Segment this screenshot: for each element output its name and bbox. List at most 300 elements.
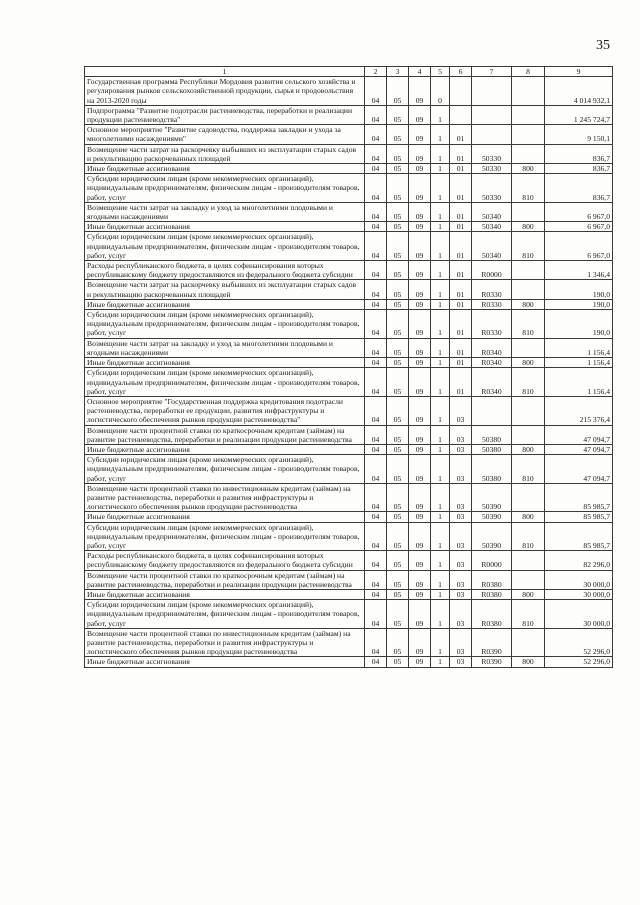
code-cell-c5: 1 bbox=[431, 589, 450, 599]
code-cell-c5: 1 bbox=[431, 512, 450, 522]
table-row bbox=[85, 338, 613, 357]
table-row bbox=[85, 105, 613, 124]
code-cell-c7: R0380 bbox=[472, 570, 512, 589]
code-cell-c4: 09 bbox=[409, 512, 431, 522]
code-cell-c5: 1 bbox=[431, 551, 450, 570]
row-name-cell: Иные бюджетные ассигнования bbox=[85, 512, 365, 522]
code-cell-c5: 1 bbox=[431, 232, 450, 261]
row-name-cell: Расходы республиканского бюджета, в целях софинансирования которых республиканскому бюджету предоставляются из федерального бюджета субсидии bbox=[85, 551, 365, 570]
amount-cell: 6 967,0 bbox=[545, 232, 613, 261]
row-name-cell: Субсидии юридическим лицам (кроме некоммерческих организаций), индивидуальным предпринимателям, физическим лицам - производителям товаров, работ, услуг bbox=[85, 522, 365, 551]
code-cell-c4: 09 bbox=[409, 164, 431, 174]
code-cell-c8: 800 bbox=[512, 512, 545, 522]
code-cell-c4: 09 bbox=[409, 368, 431, 397]
row-name-cell: Субсидии юридическим лицам (кроме некоммерческих организаций), индивидуальным предпринимателям, физическим лицам - производителям товаров, работ, услуг bbox=[85, 368, 365, 397]
code-cell-c4: 09 bbox=[409, 444, 431, 454]
code-cell-c7: 50390 bbox=[472, 483, 512, 512]
code-cell-c7 bbox=[472, 125, 512, 144]
row-name-cell: Государственная программа Республики Мордовия развития сельского хозяйства и регулирования рынков сельскохозяйственной продукции, сырья и продовольствия на 2013-2020 годы bbox=[85, 77, 365, 106]
code-cell-c8 bbox=[512, 105, 545, 124]
code-cell-c7: R0390 bbox=[472, 628, 512, 657]
amount-cell: 52 296,0 bbox=[545, 628, 613, 657]
code-cell-c6: 01 bbox=[450, 310, 472, 339]
code-cell-c2: 04 bbox=[365, 512, 387, 522]
table-row bbox=[85, 512, 613, 522]
code-cell-c3: 05 bbox=[387, 483, 409, 512]
code-cell-c3: 05 bbox=[387, 125, 409, 144]
code-cell-c5: 1 bbox=[431, 174, 450, 203]
amount-cell: 836,7 bbox=[545, 144, 613, 163]
code-cell-c6: 01 bbox=[450, 222, 472, 232]
table-row bbox=[85, 444, 613, 454]
code-cell-c6: 01 bbox=[450, 299, 472, 309]
code-cell-c5: 1 bbox=[431, 570, 450, 589]
header-cell: 5 bbox=[431, 67, 450, 77]
table-header-row bbox=[85, 67, 613, 77]
code-cell-c4: 09 bbox=[409, 657, 431, 667]
row-name-cell: Возмещение части затрат на закладку и уход за многолетними плодовыми и ягодными насаждениями bbox=[85, 202, 365, 221]
code-cell-c7: R0380 bbox=[472, 589, 512, 599]
code-cell-c7: 50340 bbox=[472, 222, 512, 232]
code-cell-c4: 09 bbox=[409, 628, 431, 657]
code-cell-c2: 04 bbox=[365, 125, 387, 144]
amount-cell: 190,0 bbox=[545, 280, 613, 299]
code-cell-c5: 1 bbox=[431, 396, 450, 425]
code-cell-c7: R0330 bbox=[472, 280, 512, 299]
code-cell-c6: 03 bbox=[450, 425, 472, 444]
code-cell-c4: 09 bbox=[409, 125, 431, 144]
amount-cell: 30 000,0 bbox=[545, 570, 613, 589]
code-cell-c3: 05 bbox=[387, 425, 409, 444]
amount-cell: 52 296,0 bbox=[545, 657, 613, 667]
code-cell-c7: R0390 bbox=[472, 657, 512, 667]
code-cell-c2: 04 bbox=[365, 280, 387, 299]
code-cell-c8: 810 bbox=[512, 174, 545, 203]
amount-cell: 47 094,7 bbox=[545, 455, 613, 484]
code-cell-c2: 04 bbox=[365, 105, 387, 124]
code-cell-c2: 04 bbox=[365, 358, 387, 368]
code-cell-c3: 05 bbox=[387, 522, 409, 551]
code-cell-c8 bbox=[512, 125, 545, 144]
amount-cell: 215 376,4 bbox=[545, 396, 613, 425]
amount-cell: 30 000,0 bbox=[545, 600, 613, 629]
table-row bbox=[85, 222, 613, 232]
header-cell: 9 bbox=[545, 67, 613, 77]
code-cell-c6: 01 bbox=[450, 280, 472, 299]
code-cell-c2: 04 bbox=[365, 338, 387, 357]
code-cell-c8: 800 bbox=[512, 358, 545, 368]
row-name-cell: Возмещение части затрат на раскорчевку выбывших из эксплуатации старых садов и рекультивацию раскорчеванных площадей bbox=[85, 280, 365, 299]
code-cell-c6: 01 bbox=[450, 261, 472, 280]
row-name-cell: Основное мероприятие "Развитие садоводства, поддержка закладки и ухода за многолетними насаждениями" bbox=[85, 125, 365, 144]
code-cell-c7: R0340 bbox=[472, 358, 512, 368]
code-cell-c8 bbox=[512, 280, 545, 299]
row-name-cell: Возмещение части процентной ставки по краткосрочным кредитам (займам) на развитие растениеводства, переработки и реализации продукции растениеводства bbox=[85, 425, 365, 444]
code-cell-c5: 1 bbox=[431, 483, 450, 512]
code-cell-c8: 800 bbox=[512, 164, 545, 174]
table-row bbox=[85, 164, 613, 174]
code-cell-c6: 01 bbox=[450, 358, 472, 368]
code-cell-c2: 04 bbox=[365, 600, 387, 629]
code-cell-c8: 810 bbox=[512, 522, 545, 551]
code-cell-c4: 09 bbox=[409, 299, 431, 309]
code-cell-c6: 01 bbox=[450, 232, 472, 261]
code-cell-c4: 09 bbox=[409, 144, 431, 163]
code-cell-c7: 50340 bbox=[472, 202, 512, 221]
amount-cell: 1 245 724,7 bbox=[545, 105, 613, 124]
code-cell-c3: 05 bbox=[387, 589, 409, 599]
code-cell-c8: 800 bbox=[512, 444, 545, 454]
code-cell-c8 bbox=[512, 551, 545, 570]
code-cell-c7: 50380 bbox=[472, 455, 512, 484]
amount-cell: 82 296,0 bbox=[545, 551, 613, 570]
code-cell-c7: R0000 bbox=[472, 551, 512, 570]
table-row bbox=[85, 483, 613, 512]
code-cell-c4: 09 bbox=[409, 310, 431, 339]
table-row bbox=[85, 551, 613, 570]
code-cell-c8: 810 bbox=[512, 455, 545, 484]
code-cell-c3: 05 bbox=[387, 358, 409, 368]
code-cell-c6: 01 bbox=[450, 368, 472, 397]
code-cell-c3: 05 bbox=[387, 299, 409, 309]
code-cell-c4: 09 bbox=[409, 222, 431, 232]
code-cell-c5: 1 bbox=[431, 368, 450, 397]
code-cell-c6: 01 bbox=[450, 174, 472, 203]
code-cell-c3: 05 bbox=[387, 657, 409, 667]
code-cell-c8 bbox=[512, 425, 545, 444]
code-cell-c4: 09 bbox=[409, 425, 431, 444]
table-row bbox=[85, 628, 613, 657]
row-name-cell: Субсидии юридическим лицам (кроме некоммерческих организаций), индивидуальным предпринимателям, физическим лицам - производителям товаров, работ, услуг bbox=[85, 232, 365, 261]
code-cell-c3: 05 bbox=[387, 164, 409, 174]
code-cell-c3: 05 bbox=[387, 202, 409, 221]
code-cell-c5: 1 bbox=[431, 105, 450, 124]
amount-cell: 85 985,7 bbox=[545, 483, 613, 512]
code-cell-c5: 1 bbox=[431, 600, 450, 629]
code-cell-c2: 04 bbox=[365, 522, 387, 551]
code-cell-c2: 04 bbox=[365, 589, 387, 599]
row-name-cell: Возмещение части затрат на раскорчевку выбывших из эксплуатации старых садов и рекультивацию раскорчеванных площадей bbox=[85, 144, 365, 163]
amount-cell: 190,0 bbox=[545, 310, 613, 339]
code-cell-c8 bbox=[512, 628, 545, 657]
code-cell-c8: 800 bbox=[512, 589, 545, 599]
table-row bbox=[85, 144, 613, 163]
code-cell-c3: 05 bbox=[387, 77, 409, 106]
amount-cell: 6 967,0 bbox=[545, 222, 613, 232]
budget-table bbox=[84, 66, 613, 668]
header-cell: 3 bbox=[387, 67, 409, 77]
code-cell-c8: 810 bbox=[512, 232, 545, 261]
header-cell: 1 bbox=[85, 67, 365, 77]
code-cell-c6: 03 bbox=[450, 570, 472, 589]
code-cell-c8 bbox=[512, 338, 545, 357]
header-cell: 6 bbox=[450, 67, 472, 77]
row-name-cell: Основное мероприятие "Государственная поддержка кредитования подотрасли растениеводства, переработки ее продукции, развития инфраструктуры и логистического обеспечения рынков продукции растениеводства" bbox=[85, 396, 365, 425]
code-cell-c3: 05 bbox=[387, 455, 409, 484]
row-name-cell: Подпрограмма "Развитие подотрасли растениеводства, переработки и реализации продукции растениеводства" bbox=[85, 105, 365, 124]
table-row bbox=[85, 425, 613, 444]
code-cell-c6: 01 bbox=[450, 164, 472, 174]
row-name-cell: Иные бюджетные ассигнования bbox=[85, 657, 365, 667]
code-cell-c8 bbox=[512, 202, 545, 221]
code-cell-c8 bbox=[512, 77, 545, 106]
code-cell-c2: 04 bbox=[365, 299, 387, 309]
amount-cell: 1 156,4 bbox=[545, 368, 613, 397]
row-name-cell: Иные бюджетные ассигнования bbox=[85, 358, 365, 368]
code-cell-c4: 09 bbox=[409, 589, 431, 599]
row-name-cell: Расходы республиканского бюджета, в целях софинансирования которых республиканскому бюджету предоставляются из федерального бюджета субсидии bbox=[85, 261, 365, 280]
code-cell-c2: 04 bbox=[365, 144, 387, 163]
code-cell-c4: 09 bbox=[409, 202, 431, 221]
code-cell-c3: 05 bbox=[387, 144, 409, 163]
code-cell-c4: 09 bbox=[409, 455, 431, 484]
code-cell-c6: 03 bbox=[450, 628, 472, 657]
code-cell-c3: 05 bbox=[387, 444, 409, 454]
code-cell-c5: 1 bbox=[431, 358, 450, 368]
code-cell-c5: 1 bbox=[431, 657, 450, 667]
code-cell-c8 bbox=[512, 261, 545, 280]
table-row bbox=[85, 570, 613, 589]
table-body bbox=[85, 77, 613, 667]
code-cell-c6: 03 bbox=[450, 444, 472, 454]
code-cell-c4: 09 bbox=[409, 105, 431, 124]
code-cell-c3: 05 bbox=[387, 628, 409, 657]
row-name-cell: Иные бюджетные ассигнования bbox=[85, 164, 365, 174]
code-cell-c7: R0330 bbox=[472, 310, 512, 339]
code-cell-c7: 50340 bbox=[472, 232, 512, 261]
code-cell-c7: R0340 bbox=[472, 338, 512, 357]
code-cell-c2: 04 bbox=[365, 628, 387, 657]
code-cell-c2: 04 bbox=[365, 77, 387, 106]
amount-cell: 9 150,1 bbox=[545, 125, 613, 144]
code-cell-c2: 04 bbox=[365, 310, 387, 339]
code-cell-c6 bbox=[450, 105, 472, 124]
code-cell-c3: 05 bbox=[387, 551, 409, 570]
row-name-cell: Иные бюджетные ассигнования bbox=[85, 299, 365, 309]
code-cell-c8: 800 bbox=[512, 299, 545, 309]
code-cell-c5: 1 bbox=[431, 338, 450, 357]
code-cell-c8: 810 bbox=[512, 310, 545, 339]
header-cell: 7 bbox=[472, 67, 512, 77]
code-cell-c7: 50390 bbox=[472, 512, 512, 522]
code-cell-c4: 09 bbox=[409, 358, 431, 368]
table-row bbox=[85, 125, 613, 144]
table-row bbox=[85, 358, 613, 368]
code-cell-c5: 1 bbox=[431, 628, 450, 657]
code-cell-c2: 04 bbox=[365, 425, 387, 444]
code-cell-c5: 1 bbox=[431, 299, 450, 309]
code-cell-c3: 05 bbox=[387, 396, 409, 425]
code-cell-c4: 09 bbox=[409, 261, 431, 280]
code-cell-c5: 1 bbox=[431, 164, 450, 174]
amount-cell: 836,7 bbox=[545, 174, 613, 203]
code-cell-c8: 800 bbox=[512, 657, 545, 667]
table-row bbox=[85, 522, 613, 551]
code-cell-c7: 50330 bbox=[472, 164, 512, 174]
code-cell-c3: 05 bbox=[387, 570, 409, 589]
code-cell-c7: 50390 bbox=[472, 522, 512, 551]
row-name-cell: Субсидии юридическим лицам (кроме некоммерческих организаций), индивидуальным предпринимателям, физическим лицам - производителям товаров, работ, услуг bbox=[85, 455, 365, 484]
code-cell-c3: 05 bbox=[387, 174, 409, 203]
code-cell-c5: 1 bbox=[431, 444, 450, 454]
code-cell-c6: 03 bbox=[450, 455, 472, 484]
code-cell-c3: 05 bbox=[387, 280, 409, 299]
code-cell-c8: 810 bbox=[512, 600, 545, 629]
code-cell-c6 bbox=[450, 77, 472, 106]
code-cell-c3: 05 bbox=[387, 600, 409, 629]
code-cell-c7 bbox=[472, 105, 512, 124]
row-name-cell: Возмещение части затрат на закладку и уход за многолетними плодовыми и ягодными насаждениями bbox=[85, 338, 365, 357]
code-cell-c4: 09 bbox=[409, 174, 431, 203]
code-cell-c2: 04 bbox=[365, 261, 387, 280]
code-cell-c8 bbox=[512, 483, 545, 512]
code-cell-c2: 04 bbox=[365, 455, 387, 484]
amount-cell: 1 346,4 bbox=[545, 261, 613, 280]
code-cell-c5: 1 bbox=[431, 222, 450, 232]
code-cell-c8 bbox=[512, 396, 545, 425]
header-cell: 2 bbox=[365, 67, 387, 77]
code-cell-c6: 03 bbox=[450, 522, 472, 551]
code-cell-c3: 05 bbox=[387, 310, 409, 339]
amount-cell: 836,7 bbox=[545, 164, 613, 174]
code-cell-c7: R0380 bbox=[472, 600, 512, 629]
code-cell-c8 bbox=[512, 570, 545, 589]
code-cell-c3: 05 bbox=[387, 338, 409, 357]
amount-cell: 1 156,4 bbox=[545, 338, 613, 357]
table-row bbox=[85, 396, 613, 425]
amount-cell: 85 985,7 bbox=[545, 522, 613, 551]
code-cell-c3: 05 bbox=[387, 512, 409, 522]
table-row bbox=[85, 455, 613, 484]
amount-cell: 1 156,4 bbox=[545, 358, 613, 368]
code-cell-c8 bbox=[512, 144, 545, 163]
code-cell-c8: 810 bbox=[512, 368, 545, 397]
code-cell-c4: 09 bbox=[409, 570, 431, 589]
code-cell-c6: 03 bbox=[450, 483, 472, 512]
code-cell-c4: 09 bbox=[409, 280, 431, 299]
table-row bbox=[85, 589, 613, 599]
code-cell-c5: 0 bbox=[431, 77, 450, 106]
row-name-cell: Возмещение части процентной ставки по краткосрочным кредитам (займам) на развитие растениеводства, переработки и реализации продукции растениеводства bbox=[85, 570, 365, 589]
row-name-cell: Возмещение части процентной ставки по инвестиционным кредитам (займам) на развитие растениеводства, переработки и развития инфраструктуры и логистического обеспечения рынков продукции растениеводства bbox=[85, 483, 365, 512]
amount-cell: 47 094,7 bbox=[545, 444, 613, 454]
header-cell: 8 bbox=[512, 67, 545, 77]
amount-cell: 4 014 932,1 bbox=[545, 77, 613, 106]
code-cell-c3: 05 bbox=[387, 232, 409, 261]
code-cell-c5: 1 bbox=[431, 261, 450, 280]
code-cell-c7 bbox=[472, 396, 512, 425]
header-cell: 4 bbox=[409, 67, 431, 77]
code-cell-c2: 04 bbox=[365, 551, 387, 570]
code-cell-c2: 04 bbox=[365, 396, 387, 425]
code-cell-c2: 04 bbox=[365, 222, 387, 232]
code-cell-c4: 09 bbox=[409, 232, 431, 261]
code-cell-c5: 1 bbox=[431, 280, 450, 299]
table-row bbox=[85, 299, 613, 309]
code-cell-c2: 04 bbox=[365, 232, 387, 261]
code-cell-c6: 01 bbox=[450, 338, 472, 357]
code-cell-c4: 09 bbox=[409, 522, 431, 551]
page-number: 35 bbox=[596, 38, 610, 53]
code-cell-c4: 09 bbox=[409, 77, 431, 106]
code-cell-c7: R0330 bbox=[472, 299, 512, 309]
code-cell-c2: 04 bbox=[365, 444, 387, 454]
code-cell-c3: 05 bbox=[387, 261, 409, 280]
row-name-cell: Иные бюджетные ассигнования bbox=[85, 444, 365, 454]
row-name-cell: Субсидии юридическим лицам (кроме некоммерческих организаций), индивидуальным предпринимателям, физическим лицам - производителям товаров, работ, услуг bbox=[85, 310, 365, 339]
code-cell-c6: 03 bbox=[450, 600, 472, 629]
code-cell-c7: 50380 bbox=[472, 425, 512, 444]
code-cell-c2: 04 bbox=[365, 570, 387, 589]
table-row bbox=[85, 232, 613, 261]
table-row bbox=[85, 261, 613, 280]
code-cell-c4: 09 bbox=[409, 338, 431, 357]
code-cell-c6: 01 bbox=[450, 202, 472, 221]
code-cell-c4: 09 bbox=[409, 396, 431, 425]
row-name-cell: Субсидии юридическим лицам (кроме некоммерческих организаций), индивидуальным предпринимателям, физическим лицам - производителям товаров, работ, услуг bbox=[85, 600, 365, 629]
code-cell-c6: 03 bbox=[450, 396, 472, 425]
code-cell-c5: 1 bbox=[431, 310, 450, 339]
table-row bbox=[85, 280, 613, 299]
row-name-cell: Иные бюджетные ассигнования bbox=[85, 589, 365, 599]
code-cell-c6: 03 bbox=[450, 657, 472, 667]
amount-cell: 30 000,0 bbox=[545, 589, 613, 599]
code-cell-c8: 800 bbox=[512, 222, 545, 232]
code-cell-c2: 04 bbox=[365, 164, 387, 174]
code-cell-c4: 09 bbox=[409, 600, 431, 629]
code-cell-c4: 09 bbox=[409, 551, 431, 570]
table-row bbox=[85, 77, 613, 106]
code-cell-c3: 05 bbox=[387, 368, 409, 397]
code-cell-c7 bbox=[472, 77, 512, 106]
code-cell-c3: 05 bbox=[387, 222, 409, 232]
code-cell-c2: 04 bbox=[365, 202, 387, 221]
row-name-cell: Возмещение части процентной ставки по инвестиционным кредитам (займам) на развитие растениеводства, переработки и развития инфраструктуры и логистического обеспечения рынков продукции растениеводства bbox=[85, 628, 365, 657]
code-cell-c5: 1 bbox=[431, 202, 450, 221]
table-row bbox=[85, 174, 613, 203]
code-cell-c7: R0000 bbox=[472, 261, 512, 280]
table-row bbox=[85, 202, 613, 221]
code-cell-c2: 04 bbox=[365, 174, 387, 203]
amount-cell: 47 094,7 bbox=[545, 425, 613, 444]
row-name-cell: Иные бюджетные ассигнования bbox=[85, 222, 365, 232]
code-cell-c2: 04 bbox=[365, 657, 387, 667]
code-cell-c7: 50380 bbox=[472, 444, 512, 454]
code-cell-c2: 04 bbox=[365, 368, 387, 397]
table-row bbox=[85, 368, 613, 397]
code-cell-c2: 04 bbox=[365, 483, 387, 512]
code-cell-c5: 1 bbox=[431, 455, 450, 484]
code-cell-c7: R0340 bbox=[472, 368, 512, 397]
amount-cell: 190,0 bbox=[545, 299, 613, 309]
code-cell-c5: 1 bbox=[431, 125, 450, 144]
code-cell-c6: 03 bbox=[450, 551, 472, 570]
code-cell-c6: 01 bbox=[450, 125, 472, 144]
code-cell-c6: 03 bbox=[450, 512, 472, 522]
amount-cell: 6 967,0 bbox=[545, 202, 613, 221]
code-cell-c6: 03 bbox=[450, 589, 472, 599]
amount-cell: 85 985,7 bbox=[545, 512, 613, 522]
table-row bbox=[85, 600, 613, 629]
code-cell-c7: 50330 bbox=[472, 174, 512, 203]
code-cell-c5: 1 bbox=[431, 425, 450, 444]
code-cell-c7: 50330 bbox=[472, 144, 512, 163]
table-row bbox=[85, 657, 613, 667]
code-cell-c4: 09 bbox=[409, 483, 431, 512]
code-cell-c6: 01 bbox=[450, 144, 472, 163]
code-cell-c3: 05 bbox=[387, 105, 409, 124]
code-cell-c5: 1 bbox=[431, 522, 450, 551]
